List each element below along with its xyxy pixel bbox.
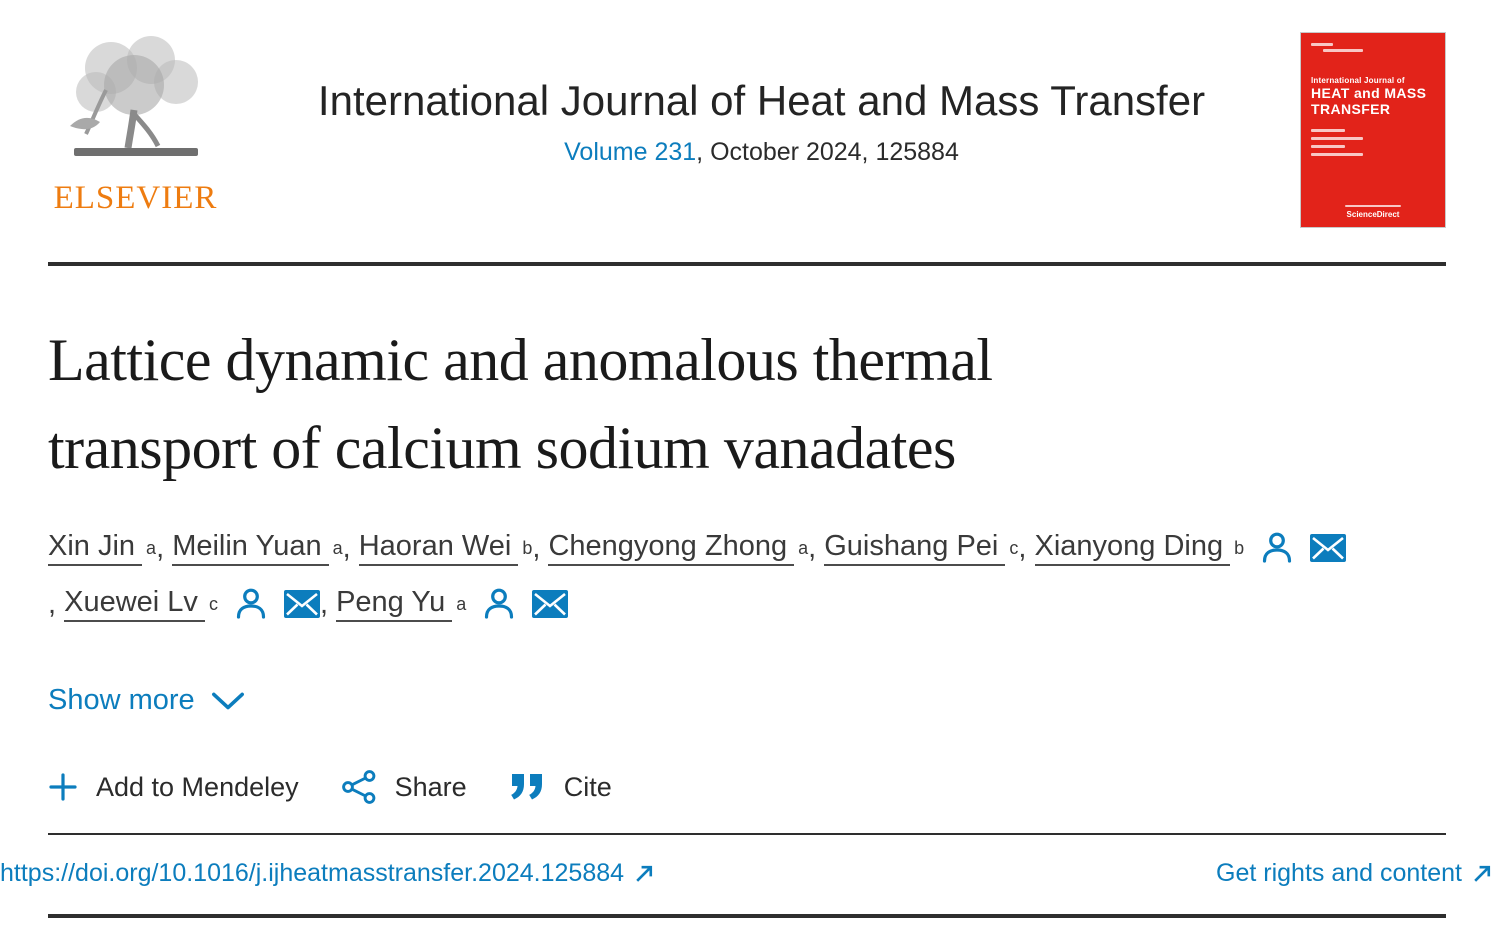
chevron-down-icon — [211, 690, 245, 712]
person-icon[interactable] — [234, 587, 268, 621]
share-button[interactable] — [341, 769, 467, 805]
article-header-section — [0, 316, 1494, 624]
author-link[interactable]: Xuewei Lv — [64, 586, 205, 622]
article-title-line2: transport of calcium sodium vanadates — [48, 415, 956, 482]
email-icon[interactable] — [1310, 534, 1346, 562]
person-icon[interactable] — [1260, 531, 1294, 565]
show-more-button[interactable] — [48, 684, 245, 717]
cover-elsevier-mark — [1311, 43, 1333, 46]
author-separator: , — [808, 531, 825, 564]
cover-title-small: International Journal of — [1311, 76, 1405, 85]
elsevier-wordmark: ELSEVIER — [53, 180, 218, 216]
share-label: Share — [394, 771, 467, 802]
email-icon[interactable] — [532, 590, 568, 618]
person-icon[interactable] — [482, 587, 516, 621]
author-link[interactable]: Guishang Pei — [824, 530, 1005, 566]
add-to-mendeley-label: Add to Mendeley — [96, 771, 299, 802]
author-separator: , — [532, 531, 549, 564]
doi-link-label: https://doi.org/10.1016/j.ijheatmasstransfer.2024.125884 — [0, 859, 625, 888]
author-link[interactable]: Haoran Wei — [359, 530, 519, 566]
cover-editor-lines — [1311, 129, 1435, 156]
external-link-icon — [633, 862, 656, 885]
doi-link[interactable] — [0, 859, 656, 888]
cover-title-line3: TRANSFER — [1311, 101, 1391, 118]
author-separator: , — [342, 531, 359, 564]
bottom-divider — [48, 914, 1446, 918]
cite-label: Cite — [563, 771, 612, 802]
journal-cover-thumbnail[interactable] — [1300, 32, 1446, 228]
elsevier-tree-logo — [56, 30, 216, 178]
journal-title-link[interactable]: International Journal of Heat and Mass Transfer — [317, 77, 1206, 124]
journal-header-center — [223, 30, 1300, 167]
author-separator: , — [319, 587, 337, 620]
author-link[interactable]: Meilin Yuan — [172, 530, 328, 566]
show-more-label: Show more — [48, 684, 195, 717]
email-icon[interactable] — [284, 590, 320, 618]
author-link[interactable]: Xianyong Ding — [1035, 530, 1231, 566]
doi-section — [0, 833, 1494, 918]
doi-row — [0, 835, 1494, 914]
cover-title-line2: HEAT and MASS — [1311, 85, 1427, 101]
sciencedirect-brand: ScienceDirect — [1346, 210, 1400, 219]
cover-footer — [1301, 205, 1445, 219]
issue-info: , October 2024, 125884 — [696, 138, 959, 167]
header-divider — [48, 262, 1446, 266]
get-rights-link[interactable] — [1216, 859, 1494, 888]
author-separator: , — [156, 531, 173, 564]
add-to-mendeley-button[interactable] — [48, 772, 299, 803]
author-link[interactable]: Peng Yu — [336, 586, 452, 622]
elsevier-logo[interactable] — [48, 30, 223, 217]
volume-link[interactable]: Volume 231 — [564, 138, 697, 167]
cite-button[interactable] — [509, 772, 612, 803]
article-title — [48, 316, 1446, 492]
volume-issue-line — [223, 138, 1300, 167]
author-row: Xin Jin a , Meilin Yuan a , Haoran Wei b , Chengyong Zhong a , Guishang Pei c , Xianyong Ding b — [48, 528, 1446, 568]
external-link-icon — [1471, 862, 1494, 885]
article-title-line1: Lattice dynamic and anomalous thermal — [48, 327, 993, 393]
author-list — [48, 528, 1446, 624]
action-bar — [0, 769, 1494, 805]
get-rights-label: Get rights and content — [1216, 859, 1462, 888]
share-icon — [341, 769, 377, 805]
author-row: , Xuewei Lv c , Peng Yu a — [48, 584, 1446, 624]
author-link[interactable]: Chengyong Zhong — [548, 530, 794, 566]
plus-icon — [48, 772, 78, 802]
author-link[interactable]: Xin Jin — [48, 530, 142, 566]
cite-quote-icon — [509, 772, 546, 802]
author-separator: , — [48, 587, 65, 620]
cover-issue-meta — [1323, 49, 1363, 52]
journal-header — [0, 0, 1494, 262]
author-separator: , — [1018, 531, 1035, 564]
cover-journal-title — [1311, 76, 1435, 117]
